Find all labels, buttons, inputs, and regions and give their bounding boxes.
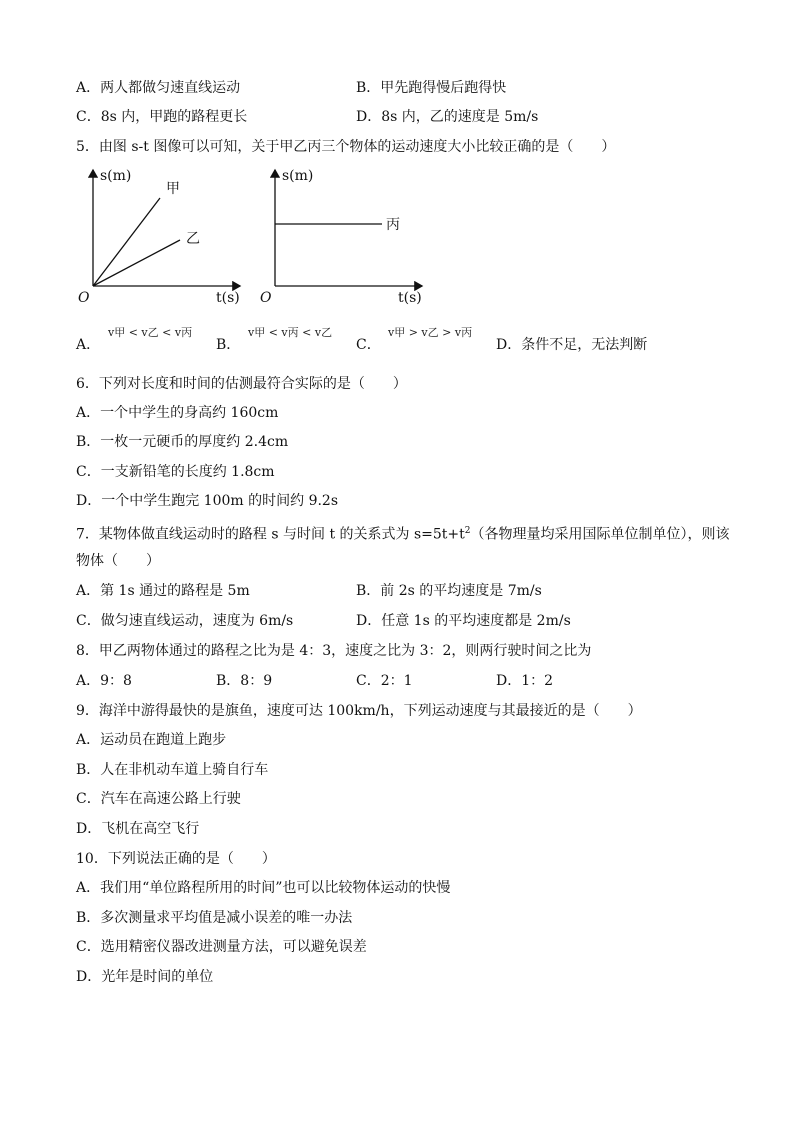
q9-option-d: D．飞机在高空飞行 bbox=[76, 821, 200, 837]
graph-1-label-jia: 甲 bbox=[166, 181, 180, 197]
q7-stem-part2: （各物理量均采用国际单位制单位），则该 bbox=[470, 526, 730, 543]
q6-option-c: C．一支新铅笔的长度约 1.8cm bbox=[76, 464, 275, 480]
graph-1-origin: O bbox=[78, 290, 90, 306]
graph-2-xlabel: t(s) bbox=[398, 290, 422, 306]
graph-1-line-yi bbox=[93, 240, 180, 286]
graph-1-ylabel: s(m) bbox=[100, 168, 132, 184]
q4-option-a: A．两人都做匀速直线运动 bbox=[76, 80, 241, 96]
q5-option-d: D．条件不足，无法判断 bbox=[496, 337, 648, 353]
q7-option-a: A．第 1s 通过的路程是 5m bbox=[76, 583, 250, 599]
q7-option-b: B．前 2s 的平均速度是 7m/s bbox=[356, 583, 542, 599]
q7-stem-line2: 物体（ ） bbox=[76, 553, 160, 569]
q9-option-c: C．汽车在高速公路上行驶 bbox=[76, 791, 241, 807]
graph-2-origin: O bbox=[260, 290, 272, 306]
q8-stem: 8．甲乙两物体通过的路程之比为是 4：3，速度之比为 3：2，则两行驶时间之比为 bbox=[76, 643, 592, 659]
graph-1 bbox=[74, 164, 254, 314]
q5-stem: 5．由图 s-t 图像可以可知，关于甲乙丙三个物体的运动速度大小比较正确的是（ ） bbox=[76, 139, 616, 155]
q6-option-a: A．一个中学生的身高约 160cm bbox=[76, 405, 279, 421]
q8-option-d: D．1：2 bbox=[496, 673, 554, 689]
q7-option-d: D．任意 1s 的平均速度都是 2m/s bbox=[356, 613, 571, 629]
q9-option-a: A．运动员在跑道上跑步 bbox=[76, 732, 227, 748]
graph-1-xlabel: t(s) bbox=[216, 290, 240, 306]
q10-stem: 10．下列说法正确的是（ ） bbox=[76, 851, 276, 867]
graph-1-line-jia bbox=[93, 198, 160, 286]
q7-stem-part1: 7．某物体做直线运动时的路程 s 与时间 t 的关系式为 s=5t+t bbox=[76, 526, 465, 543]
q7-option-c: C．做匀速直线运动，速度为 6m/s bbox=[76, 613, 294, 629]
q10-option-d: D．光年是时间的单位 bbox=[76, 969, 214, 985]
q8-option-c: C．2：1 bbox=[356, 673, 413, 689]
q8-option-a: A．9：8 bbox=[76, 673, 132, 689]
q5-option-a-expr: v甲 < v乙 < v丙 bbox=[108, 326, 193, 339]
q6-option-b: B．一枚一元硬币的厚度约 2.4cm bbox=[76, 434, 289, 450]
q10-option-b: B．多次测量求平均值是减小误差的唯一办法 bbox=[76, 910, 353, 926]
graph-2-label-bing: 丙 bbox=[386, 217, 400, 233]
q7-stem bbox=[76, 522, 730, 544]
q4-option-c: C．8s 内，甲跑的路程更长 bbox=[76, 109, 248, 125]
graph-2-ylabel: s(m) bbox=[282, 168, 314, 184]
q5-option-a-label: A． bbox=[76, 337, 101, 353]
q8-option-b: B．8：9 bbox=[216, 673, 273, 689]
graph-1-label-yi: 乙 bbox=[186, 231, 200, 247]
q7-stem-sup: 2 bbox=[464, 526, 471, 536]
q9-option-b: B．人在非机动车道上骑自行车 bbox=[76, 762, 269, 778]
q4-option-d: D．8s 内，乙的速度是 5m/s bbox=[356, 109, 539, 125]
q5-option-b-expr: v甲 < v丙 < v乙 bbox=[248, 326, 333, 339]
graph-2 bbox=[256, 164, 436, 314]
q6-option-d: D．一个中学生跑完 100m 的时间约 9.2s bbox=[76, 493, 339, 509]
q4-option-b: B．甲先跑得慢后跑得快 bbox=[356, 80, 507, 96]
q5-option-c-label: C． bbox=[356, 337, 381, 353]
q10-option-c: C．选用精密仪器改进测量方法，可以避免误差 bbox=[76, 939, 367, 955]
q6-stem: 6．下列对长度和时间的估测最符合实际的是（ ） bbox=[76, 376, 407, 392]
q10-option-a: A．我们用“单位路程所用的时间”也可以比较物体运动的快慢 bbox=[76, 880, 451, 896]
q5-option-b-label: B． bbox=[216, 337, 241, 353]
q5-option-c-expr: v甲 > v乙 > v丙 bbox=[388, 326, 473, 339]
q9-stem: 9．海洋中游得最快的是旗鱼，速度可达 100km/h，下列运动速度与其最接近的是（ ） bbox=[76, 703, 642, 719]
